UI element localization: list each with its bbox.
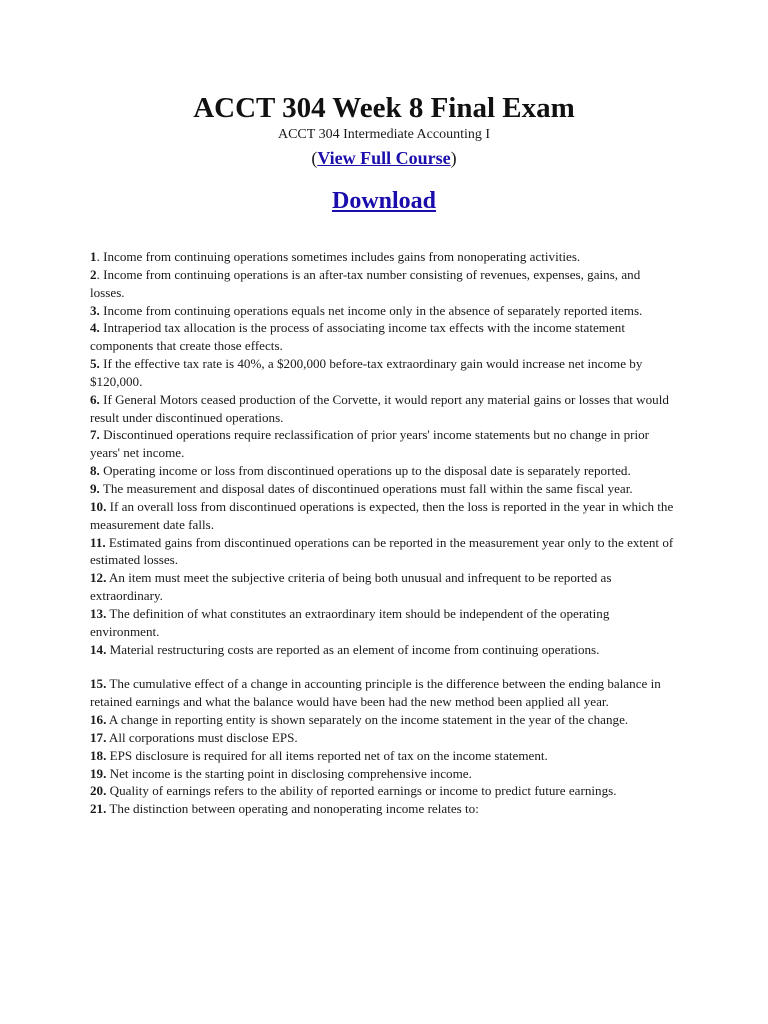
question-item — [90, 729, 678, 747]
question-number: 14. — [90, 641, 107, 657]
course-close-paren: ) — [450, 148, 457, 168]
question-item — [90, 355, 678, 391]
question-number: 2 — [90, 266, 97, 282]
question-number: 3. — [90, 302, 100, 318]
question-item — [90, 498, 678, 534]
question-item — [90, 747, 678, 765]
question-text: The distinction between operating and nonoperating income relates to: — [106, 801, 479, 817]
question-text: If General Motors ceased production of the Corvette, it would report any material gains or losses that would result under discontinued operations. — [90, 391, 669, 425]
question-item — [90, 782, 678, 800]
download-link[interactable]: Download — [331, 188, 437, 214]
question-item — [90, 266, 678, 302]
question-text: Quality of earnings refers to the ability of reported earnings or income to predict future earnings. — [106, 783, 617, 799]
question-number: 6. — [90, 391, 100, 407]
question-item — [90, 480, 678, 498]
question-number: 7. — [90, 427, 100, 443]
question-number: 5. — [90, 356, 100, 372]
question-number: 12. — [90, 570, 107, 586]
question-text: The measurement and disposal dates of discontinued operations must fall within the same fiscal year. — [99, 480, 633, 496]
question-item — [90, 800, 678, 818]
question-text: Intraperiod tax allocation is the process of associating income tax effects with the income statement components that create those effects. — [90, 320, 625, 354]
question-separator: . — [96, 266, 100, 282]
question-number: 19. — [90, 765, 107, 781]
question-text: Income from continuing operations equals net income only in the absence of separately reported items. — [99, 302, 643, 318]
question-item — [90, 534, 678, 570]
question-number: 8. — [90, 463, 100, 479]
question-number: 13. — [90, 605, 107, 621]
question-text: If an overall loss from discontinued operations is expected, then the loss is reported in the year in which the measurement date falls. — [90, 498, 674, 532]
view-full-course-line — [90, 146, 678, 170]
question-text: Estimated gains from discontinued operations can be reported in the measurement year only to the extent of estimated losses. — [90, 534, 674, 568]
question-number: 10. — [90, 498, 107, 514]
course-open-paren: ( — [311, 148, 318, 168]
question-list — [90, 248, 678, 818]
question-text: An item must meet the subjective criteria of being both unusual and infrequent to be reported as extraordinary. — [90, 570, 612, 604]
view-full-course-link[interactable]: View Full Course — [317, 148, 451, 168]
question-text: Income from continuing operations sometimes includes gains from nonoperating activities. — [99, 249, 581, 264]
question-text: If the effective tax rate is 40%, a $200,000 before-tax extraordinary gain would increase net income by $120,000. — [90, 356, 643, 389]
question-item — [90, 319, 678, 355]
question-number: 1 — [90, 249, 97, 264]
question-number: 15. — [90, 676, 107, 692]
question-number: 21. — [90, 801, 107, 817]
question-number: 9. — [90, 480, 100, 496]
question-number: 17. — [90, 729, 107, 745]
question-item — [90, 302, 678, 320]
question-number: 16. — [90, 712, 107, 728]
course-subtitle: ACCT 304 Intermediate Accounting I — [277, 127, 491, 142]
question-text: Net income is the starting point in disclosing comprehensive income. — [106, 765, 472, 781]
question-item — [90, 248, 678, 266]
question-text: Discontinued operations require reclassification of prior years' income statements but no change in prior years' net income. — [90, 427, 650, 461]
document-header — [90, 90, 678, 216]
question-number: 18. — [90, 747, 107, 763]
question-item — [90, 462, 678, 480]
question-text: The cumulative effect of a change in accounting principle is the difference between the ending balance in retained earnings and what the balance would have been had the new method been applied all year. — [90, 676, 661, 710]
question-item — [90, 569, 678, 605]
question-number: 11. — [90, 534, 106, 550]
question-item — [90, 675, 678, 711]
question-item — [90, 711, 678, 729]
question-text: Income from continuing operations is an after-tax number consisting of revenues, expenses, gains, and losses. — [90, 266, 641, 300]
question-text: The definition of what constitutes an extraordinary item should be independent of the operating environment. — [90, 605, 610, 639]
question-item — [90, 426, 678, 462]
page-title: ACCT 304 Week 8 Final Exam — [193, 92, 575, 124]
question-item — [90, 391, 678, 427]
question-separator: . — [96, 249, 100, 264]
question-text: Operating income or loss from discontinued operations up to the disposal date is separately reported. — [99, 463, 631, 479]
question-number: 4. — [90, 320, 100, 336]
question-text: EPS disclosure is required for all items reported net of tax on the income statement. — [106, 747, 548, 763]
question-number: 20. — [90, 783, 107, 799]
question-text: Material restructuring costs are reported as an element of income from continuing operations. — [106, 641, 600, 657]
question-item — [90, 641, 678, 659]
question-item — [90, 605, 678, 641]
question-text: All corporations must disclose EPS. — [106, 729, 298, 745]
question-item — [90, 765, 678, 783]
question-text: A change in reporting entity is shown separately on the income statement in the year of the change. — [106, 712, 629, 728]
download-line — [90, 186, 678, 216]
